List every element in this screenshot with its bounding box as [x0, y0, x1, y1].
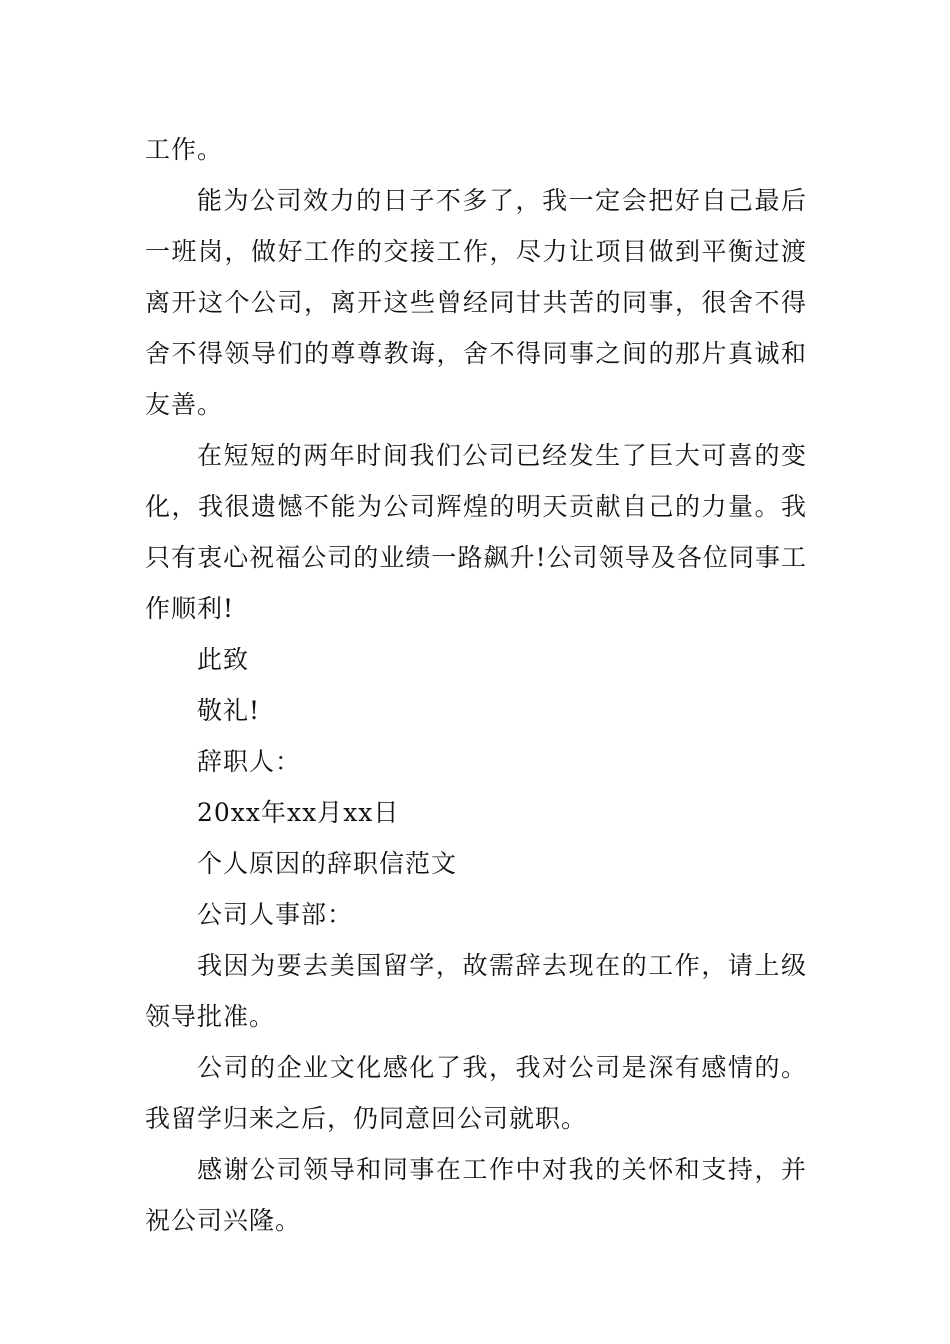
addressee: 公司人事部： — [197, 900, 354, 929]
paragraph-wishes: 在短短的两年时间我们公司已经发生了巨大可喜的变化，我很遗憾不能为公司辉煌的明天贡献自己的力量。我只有衷心祝福公司的业绩一路飙升!公司领导及各位同事工作顺利! — [145, 441, 807, 623]
section-heading: 个人原因的辞职信范文 — [197, 849, 458, 878]
paragraph-farewell: 能为公司效力的日子不多了，我一定会把好自己最后一班岗，做好工作的交接工作，尽力让项目做到平衡过渡离开这个公司，离开这些曾经同甘共苦的同事，很舍不得舍不得领导们的尊尊教诲，舍不得同事之间的那片真诚和友善。 — [145, 186, 807, 419]
date-line: 20xx年xx月xx日 — [197, 798, 400, 827]
signature-label: 辞职人： — [197, 747, 302, 776]
paragraph-culture: 公司的企业文化感化了我，我对公司是深有感情的。我留学归来之后，仍同意回公司就职。 — [145, 1053, 807, 1133]
paragraph-thanks: 感谢公司领导和同事在工作中对我的关怀和支持，并祝公司兴隆。 — [145, 1155, 807, 1235]
paragraph-reason: 我因为要去美国留学，故需辞去现在的工作，请上级领导批准。 — [145, 951, 807, 1031]
closing-salutation: 此致 — [197, 645, 250, 674]
letter-body — [145, 124, 807, 1246]
closing-regards: 敬礼! — [197, 696, 261, 725]
paragraph-continuation: 工作。 — [145, 135, 224, 164]
